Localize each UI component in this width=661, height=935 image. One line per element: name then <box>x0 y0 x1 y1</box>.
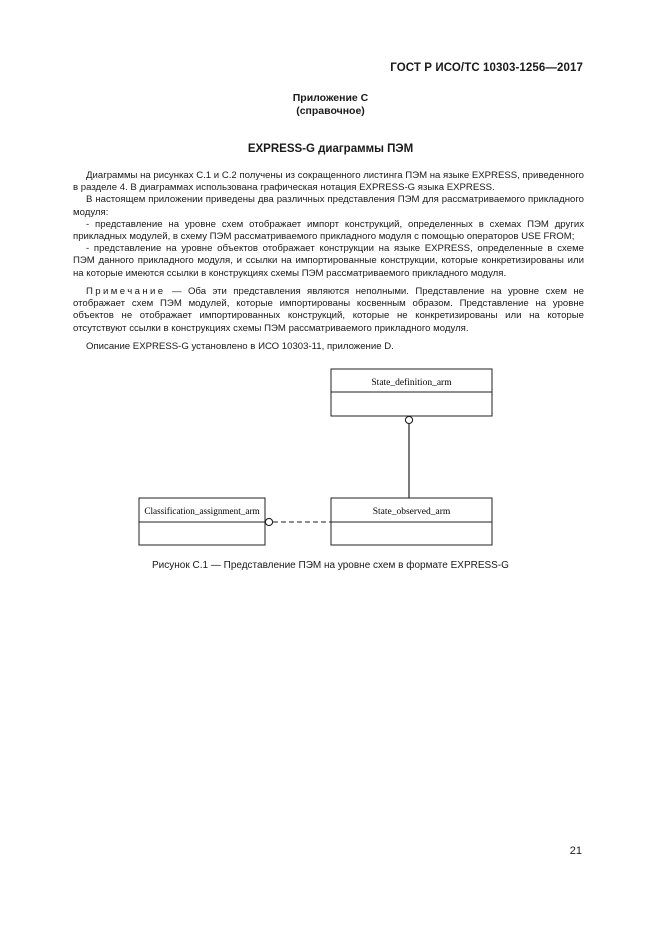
box-label-state-observed: State_observed_arm <box>372 507 451 517</box>
paragraph: В настоящем приложении приведены два различных представления ПЭМ для рассматриваемого прикладного модуля: <box>73 194 584 218</box>
annex-kind: (справочное) <box>296 105 365 117</box>
box-state-observed <box>331 498 492 545</box>
reference-end-circle <box>265 518 272 525</box>
box-label-classification: Classification_assignment_arm <box>144 506 260 516</box>
section-title: EXPRESS-G диаграммы ПЭМ <box>247 143 414 155</box>
box-label-state-definition: State_definition_arm <box>371 378 452 388</box>
box-state-definition <box>331 369 492 416</box>
description: Описание EXPRESS-G установлено в ИСО 10303-11, приложение D. <box>86 341 394 352</box>
list-item: - представление на уровне схем отображает импорт конструкций, определенных в схемах ПЭМ других прикладных модулей, в схему ПЭМ рассматриваемого прикладного модуля с помощью операторов USE FROM; <box>73 218 584 243</box>
note-text: — Оба эти представления являются неполными. Представление на уровне схем не отображает схем ПЭМ модулей, которые импортированы косвенным образом. Представление на уровне объектов не отображает импортированных конструкций, которые не конкретизированы или на которые отсутствуют ссылки в конструкциях схемы ПЭМ рассматриваемого прикладного модуля. <box>73 286 584 334</box>
note-label: Примечание <box>86 286 166 297</box>
list-item: - представление на уровне объектов отображает конструкции на языке EXPRESS, определенные в схеме ПЭМ данного прикладного модуля, и ссылки на импортированные конструкции, которые конкретизированы или на которые имеются ссылки в конструкциях схемы ПЭМ рассматриваемого прикладного модуля. <box>73 243 584 279</box>
figure-caption: Рисунок С.1 — Представление ПЭМ на уровне схем в формате EXPRESS-G <box>152 560 509 571</box>
page-number: 21 <box>569 845 582 857</box>
relationship-end-circle <box>405 416 412 423</box>
annex-title: Приложение С <box>292 92 369 104</box>
box-classification <box>139 498 265 545</box>
paragraph: Диаграммы на рисунках С.1 и С.2 получены из сокращенного листинга ПЭМ на языке EXPRESS, приведенного в разделе 4. В диаграммах использована графическая нотация EXPRESS-G языка EXPRESS. <box>73 170 584 194</box>
document-header: ГОСТ Р ИСО/ТС 10303-1256—2017 <box>390 62 583 74</box>
